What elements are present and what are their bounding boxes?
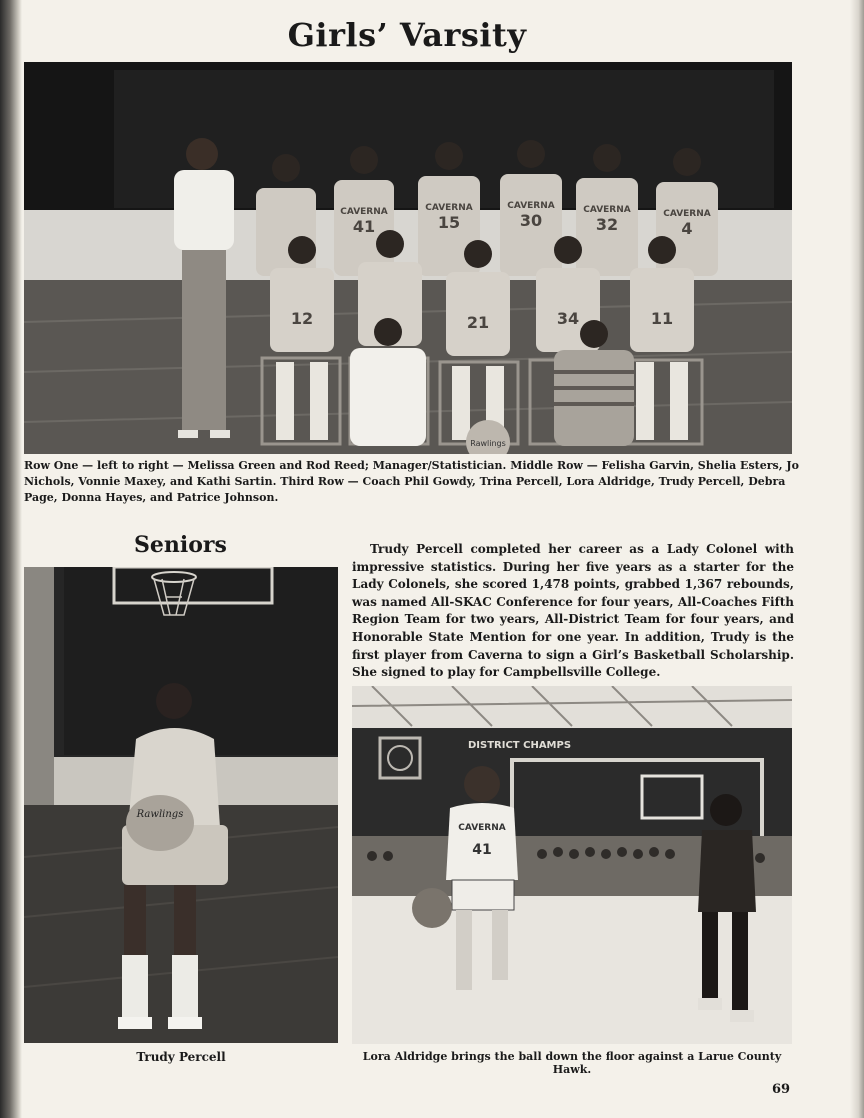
jersey-number: 34 (556, 309, 580, 328)
coach-figure (174, 138, 234, 438)
jersey-number: 41 (472, 842, 492, 858)
jersey-number: 21 (466, 313, 490, 332)
ball-label: Rawlings (136, 809, 184, 820)
jersey-number: 30 (519, 211, 543, 230)
binding-shadow (0, 0, 22, 1118)
senior-photo-caption: Trudy Percell (136, 1050, 226, 1064)
page-title: Girls’ Varsity (287, 16, 527, 54)
jersey-number: 12 (290, 309, 314, 328)
action-photo-caption: Lora Aldridge brings the ball down the floor against a Larue County Hawk. (362, 1050, 782, 1076)
action-photo (352, 686, 792, 1044)
seniors-heading: Seniors (134, 532, 227, 558)
jersey-text: CAVERNA (458, 823, 506, 833)
page-number: 69 (772, 1082, 791, 1097)
senior-photo (24, 567, 338, 1043)
jersey-text: CAVERNA (663, 209, 711, 219)
jersey-number: 41 (352, 217, 376, 236)
senior-paragraph: Trudy Percell completed her career as a Lady Colonel with impressive statistics. During her five years as a starter for the Lady Colonels, she scored 1,478 points, grabbed 1,367 rebounds, was named All-SKAC Conference for four years, All-Coaches Fifth Region Team for two years, All-District Team for four years, and Honorable State Mention for one year. In addition, Trudy is the first player from Caverna to sign a Girl’s Basketball Scholarship. She signed to play for Campbellsville College. (352, 542, 794, 680)
jersey-text: CAVERNA (425, 203, 473, 213)
team-photo (24, 62, 792, 454)
jersey-number: 15 (437, 213, 461, 232)
ball-label: Rawlings (470, 439, 506, 448)
jersey-number: 11 (650, 309, 674, 328)
team-photo-caption: Row One — left to right — Melissa Green and Rod Reed; Manager/Statistician. Middle Row — Felisha Garvin, Shelia Esters, Jo Nichols, Vonnie Maxey, and Kathi Sartin. Third Row — Coach Phil Gowdy, Trina Percell, Lora Aldridge, Trudy Percell, Debra Page, Donna Hayes, and Patrice Johnson. (24, 459, 799, 504)
jersey-number: 32 (595, 215, 619, 234)
jersey-text: CAVERNA (583, 205, 631, 215)
jersey-text: CAVERNA (340, 207, 388, 217)
jersey-number: 4 (681, 219, 693, 238)
page-edge (850, 0, 864, 1118)
jersey-text: CAVERNA (507, 201, 555, 211)
gym-banner: DISTRICT CHAMPS (468, 740, 572, 751)
